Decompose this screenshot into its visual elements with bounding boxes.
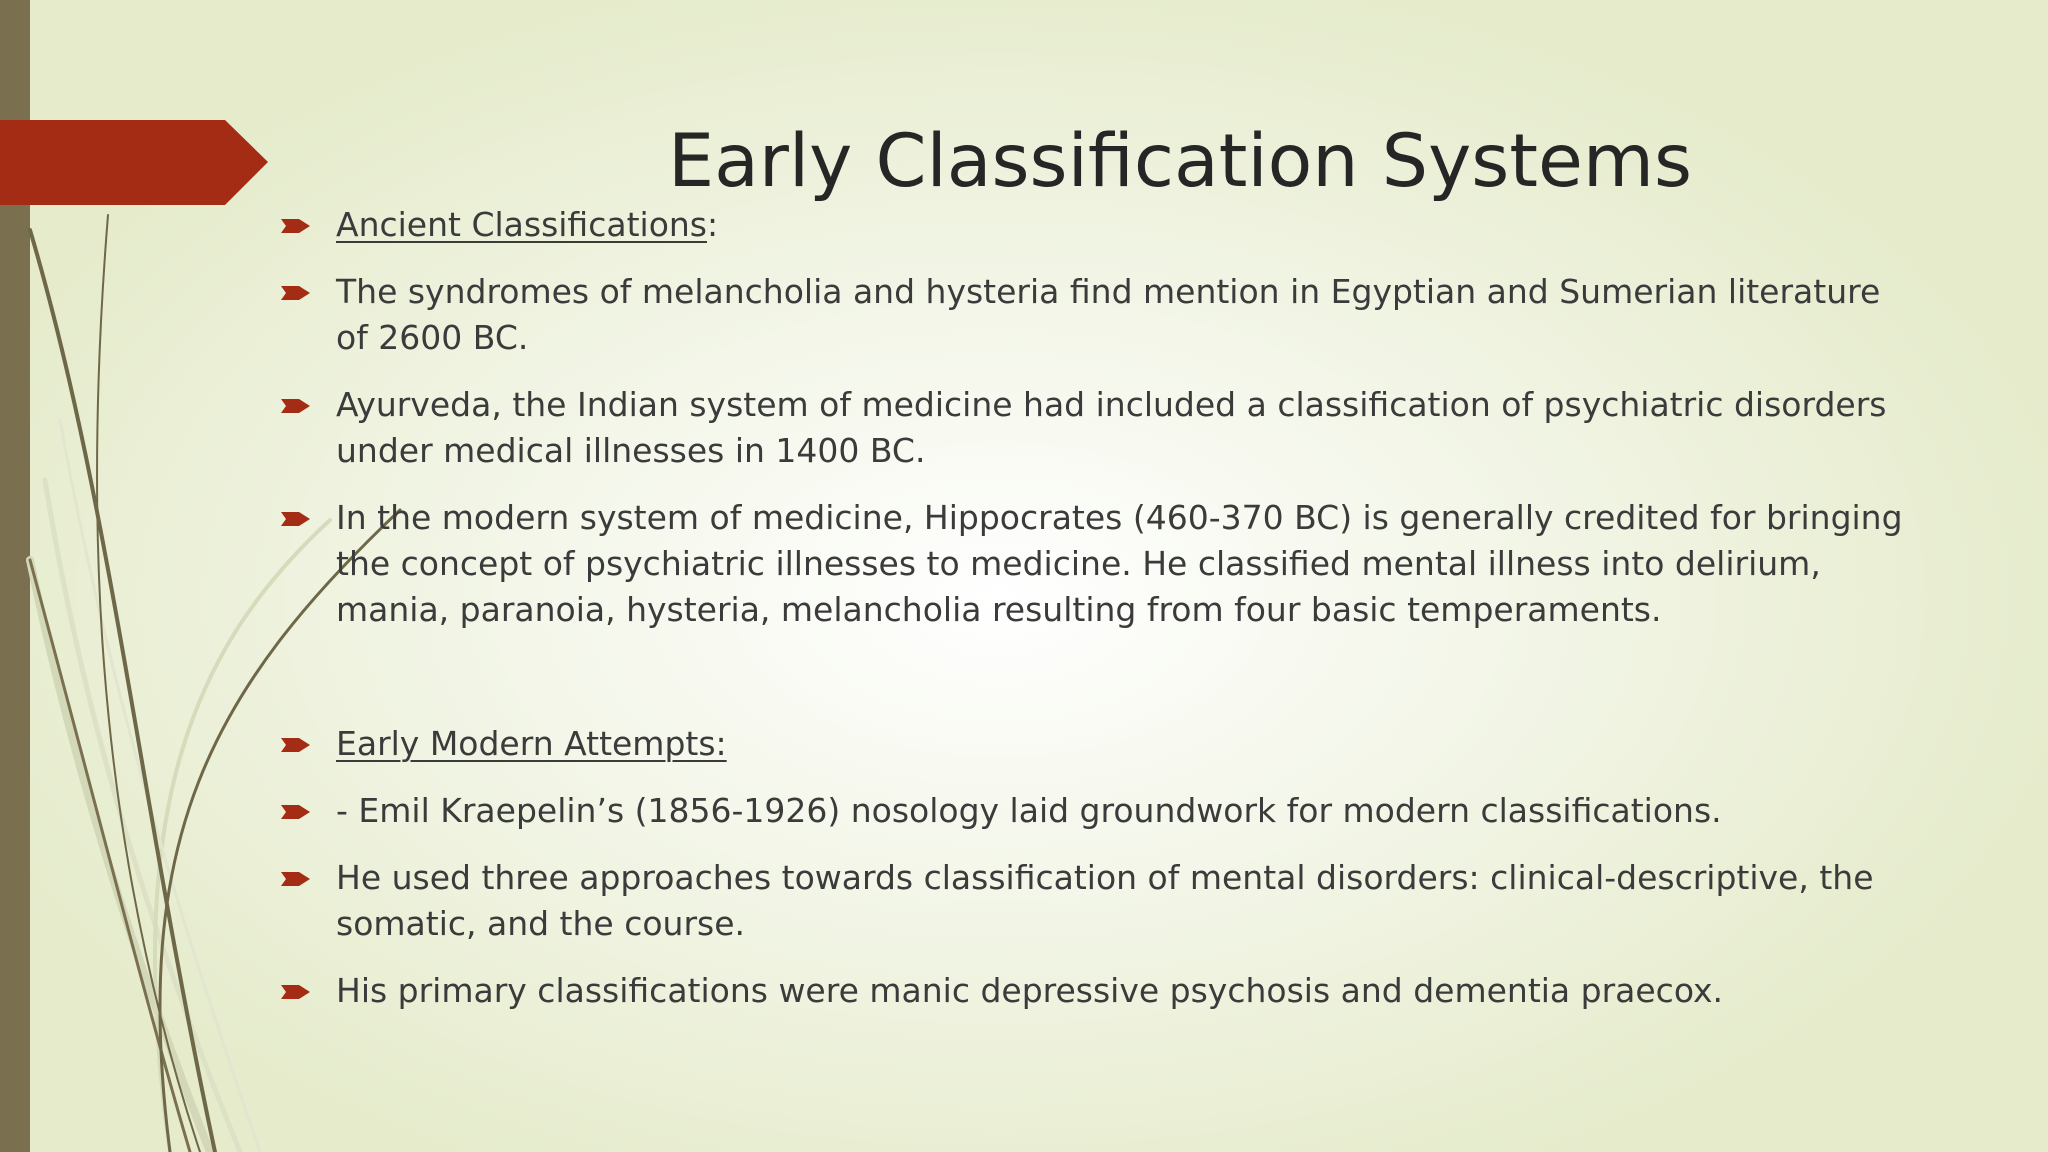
bullet-text: Ayurveda, the Indian system of medicine had included a classification of psychiatric disorders under medical illnesses in 1400 BC. [336, 385, 1887, 470]
arrow-right-icon [281, 510, 311, 528]
bullet-text: His primary classifications were manic depressive psychosis and dementia praecox. [336, 971, 1724, 1010]
arrow-right-icon [281, 983, 311, 1001]
bullet-item [276, 269, 1916, 361]
bullet-text: - Emil Kraepelin’s (1856-1926) nosology laid groundwork for modern classifications. [336, 791, 1722, 830]
arrow-right-icon [281, 803, 311, 821]
bullet-item [276, 202, 1916, 248]
bullet-item [276, 968, 1916, 1014]
arrow-right-icon [281, 217, 311, 235]
bullet-list [276, 202, 1916, 1035]
bullet-item [276, 495, 1916, 633]
bullet-item [276, 855, 1916, 947]
arrow-right-icon [281, 284, 311, 302]
heading-suffix: : [707, 205, 719, 244]
arrow-right-icon [281, 870, 311, 888]
slide-title: Early Classification Systems [667, 119, 1693, 204]
arrow-right-icon [281, 736, 311, 754]
arrow-right-icon [281, 397, 311, 415]
accent-arrow-banner [0, 120, 268, 205]
bullet-item [276, 382, 1916, 474]
bullet-text: The syndromes of melancholia and hysteria find mention in Egyptian and Sumerian literature of 2600 BC. [336, 272, 1881, 357]
bullet-item [276, 721, 1916, 767]
section-heading: Ancient Classifications [336, 205, 707, 244]
bullet-text: In the modern system of medicine, Hippocrates (460-370 BC) is generally credited for bringing the concept of psychiatric illnesses to medicine. He classified mental illness into delirium, mania, paranoia, hysteria, melancholia resulting from four basic temperaments. [336, 498, 1903, 629]
bullet-item [276, 788, 1916, 834]
section-heading: Early Modern Attempts: [336, 724, 727, 763]
bullet-text: He used three approaches towards classification of mental disorders: clinical-descriptive, the somatic, and the course. [336, 858, 1874, 943]
